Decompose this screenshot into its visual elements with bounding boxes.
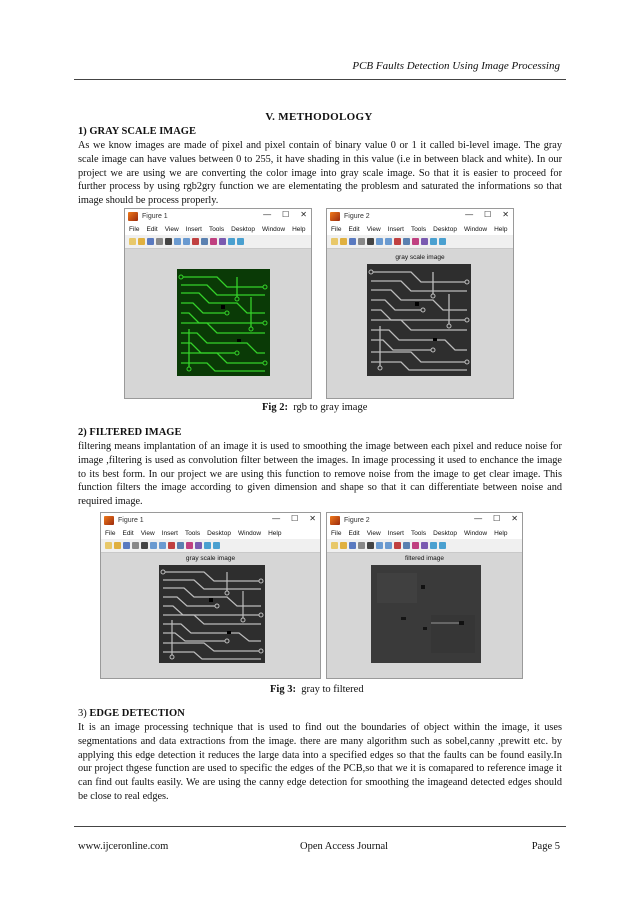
save-icon[interactable]: [349, 238, 356, 245]
brush-icon[interactable]: [421, 238, 428, 245]
save-icon[interactable]: [349, 542, 356, 549]
toolbar: [327, 539, 522, 553]
pcb-gray-image: [367, 264, 471, 376]
menu-bar: [327, 223, 513, 235]
footer-rule: [74, 826, 566, 827]
menu-file[interactable]: File: [331, 529, 342, 537]
menu-help[interactable]: Help: [494, 225, 508, 233]
zoom-out-icon[interactable]: [385, 542, 392, 549]
window-titlebar: [327, 209, 513, 223]
window-titlebar: [101, 513, 320, 527]
legend-icon[interactable]: [213, 542, 220, 549]
filtered-image: [371, 565, 481, 663]
zoom-out-icon[interactable]: [159, 542, 166, 549]
menu-file[interactable]: File: [105, 529, 116, 537]
figure-window-1: [100, 512, 321, 679]
plot-image-gray: [367, 264, 471, 376]
plot-image-gray: [159, 565, 265, 663]
close-icon[interactable]: ✕: [511, 514, 518, 523]
figure-caption-3: [270, 684, 364, 695]
window-titlebar: [125, 209, 311, 223]
zoom-out-icon[interactable]: [385, 238, 392, 245]
legend-icon[interactable]: [439, 542, 446, 549]
menu-help[interactable]: Help: [268, 529, 282, 537]
rotate-icon[interactable]: [394, 238, 401, 245]
menu-view[interactable]: View: [366, 529, 381, 537]
section-title: V. METHODOLOGY: [265, 111, 373, 123]
menu-insert[interactable]: Insert: [387, 225, 404, 233]
zoom-out-icon[interactable]: [183, 238, 190, 245]
pointer-icon[interactable]: [141, 542, 148, 549]
menu-help[interactable]: Help: [494, 529, 508, 537]
menu-file[interactable]: File: [331, 225, 342, 233]
maximize-icon[interactable]: ☐: [484, 210, 492, 219]
open-icon[interactable]: [114, 542, 121, 549]
subsection-heading-gray-scale: 1) GRAY SCALE IMAGE: [78, 126, 196, 137]
menu-tools[interactable]: Tools: [184, 529, 201, 537]
figure-caption-text: gray to filtered: [301, 684, 364, 695]
menu-desktop[interactable]: Desktop: [231, 225, 255, 233]
zoom-in-icon[interactable]: [150, 542, 157, 549]
legend-icon[interactable]: [237, 238, 244, 245]
pan-icon[interactable]: [403, 238, 410, 245]
window-title: Figure 1: [142, 212, 168, 220]
plot-title: gray scale image: [185, 555, 236, 562]
close-icon[interactable]: ✕: [300, 210, 307, 219]
figure-window-2: [326, 208, 514, 399]
running-header: PCB Faults Detection Using Image Processing: [352, 60, 560, 72]
pcb-gray-image: [159, 565, 265, 663]
print-icon[interactable]: [358, 542, 365, 549]
menu-bar: [101, 527, 320, 539]
brush-icon[interactable]: [421, 542, 428, 549]
heading-number: 3): [78, 708, 87, 719]
new-icon[interactable]: [331, 542, 338, 549]
footer-url: www.ijceronline.com: [78, 841, 169, 852]
subsection-heading-filtered: 2) FILTERED IMAGE: [78, 427, 182, 438]
figure-label: Fig 2:: [262, 402, 288, 413]
menu-edit[interactable]: Edit: [146, 225, 158, 233]
menu-edit[interactable]: Edit: [122, 529, 134, 537]
rotate-icon[interactable]: [394, 542, 401, 549]
page-number: Page 5: [531, 841, 560, 852]
zoom-in-icon[interactable]: [376, 542, 383, 549]
pan-icon[interactable]: [177, 542, 184, 549]
save-icon[interactable]: [147, 238, 154, 245]
minimize-icon[interactable]: —: [263, 210, 272, 219]
menu-desktop[interactable]: Desktop: [433, 529, 457, 537]
menu-view[interactable]: View: [164, 225, 179, 233]
maximize-icon[interactable]: ☐: [291, 514, 299, 523]
header-rule: [74, 79, 566, 80]
minimize-icon[interactable]: —: [465, 210, 474, 219]
menu-desktop[interactable]: Desktop: [207, 529, 231, 537]
datacursor-icon[interactable]: [412, 238, 419, 245]
menu-view[interactable]: View: [366, 225, 381, 233]
colorbar-icon[interactable]: [204, 542, 211, 549]
zoom-in-icon[interactable]: [174, 238, 181, 245]
menu-help[interactable]: Help: [292, 225, 306, 233]
menu-window[interactable]: Window: [463, 225, 488, 233]
pan-icon[interactable]: [201, 238, 208, 245]
new-icon[interactable]: [105, 542, 112, 549]
pan-icon[interactable]: [403, 542, 410, 549]
figure-window-2: [326, 512, 523, 679]
menu-window[interactable]: Window: [237, 529, 262, 537]
menu-insert[interactable]: Insert: [185, 225, 202, 233]
menu-tools[interactable]: Tools: [410, 529, 427, 537]
open-icon[interactable]: [340, 238, 347, 245]
footer-journal: Open Access Journal: [300, 841, 389, 852]
colorbar-icon[interactable]: [430, 542, 437, 549]
menu-insert[interactable]: Insert: [161, 529, 178, 537]
menu-tools[interactable]: Tools: [410, 225, 427, 233]
open-icon[interactable]: [340, 542, 347, 549]
close-icon[interactable]: ✕: [502, 210, 509, 219]
rotate-icon[interactable]: [168, 542, 175, 549]
zoom-in-icon[interactable]: [376, 238, 383, 245]
minimize-icon[interactable]: —: [474, 514, 483, 523]
window-title: Figure 1: [118, 516, 144, 524]
print-icon[interactable]: [156, 238, 163, 245]
menu-file[interactable]: File: [129, 225, 140, 233]
brush-icon[interactable]: [219, 238, 226, 245]
matlab-logo-icon: [330, 516, 340, 525]
print-icon[interactable]: [132, 542, 139, 549]
window-titlebar: [327, 513, 522, 527]
pointer-icon[interactable]: [367, 238, 374, 245]
plot-image-filtered: [371, 565, 481, 663]
matlab-logo-icon: [330, 212, 340, 221]
toolbar: [125, 235, 311, 249]
figure-window-1: [124, 208, 312, 399]
toolbar: [101, 539, 320, 553]
datacursor-icon[interactable]: [186, 542, 193, 549]
new-icon[interactable]: [331, 238, 338, 245]
window-title: Figure 2: [344, 516, 370, 524]
menu-tools[interactable]: Tools: [208, 225, 225, 233]
menu-window[interactable]: Window: [463, 529, 488, 537]
menu-bar: [327, 527, 522, 539]
window-title: Figure 2: [344, 212, 370, 220]
paragraph-filtered: filtering means implantation of an image it is used to smoothing the image between each pixel and reduce noise for image ,filtering is used as convolution filter between the images. In image processing it used to enchance the image to its best form. In our project we are using this function to remove noise from the image to get clear image. This function filters the image according to given dimension and shape so that it can differentiate between noise and required image.: [78, 441, 562, 508]
subsection-heading-edge-detection: [78, 708, 185, 719]
pcb-green-image: [177, 269, 270, 376]
minimize-icon[interactable]: —: [272, 514, 281, 523]
brush-icon[interactable]: [195, 542, 202, 549]
datacursor-icon[interactable]: [412, 542, 419, 549]
plot-image-rgb: [177, 269, 270, 376]
menu-desktop[interactable]: Desktop: [433, 225, 457, 233]
matlab-logo-icon: [104, 516, 114, 525]
menu-edit[interactable]: Edit: [348, 225, 360, 233]
datacursor-icon[interactable]: [210, 238, 217, 245]
figure-caption-2: [262, 402, 367, 413]
pointer-icon[interactable]: [165, 238, 172, 245]
menu-insert[interactable]: Insert: [387, 529, 404, 537]
figure-caption-text: rgb to gray image: [293, 402, 368, 413]
maximize-icon[interactable]: ☐: [493, 514, 501, 523]
menu-window[interactable]: Window: [261, 225, 286, 233]
print-icon[interactable]: [358, 238, 365, 245]
new-icon[interactable]: [129, 238, 136, 245]
heading-text: EDGE DETECTION: [89, 708, 185, 719]
toolbar: [327, 235, 513, 249]
rotate-icon[interactable]: [192, 238, 199, 245]
menu-edit[interactable]: Edit: [348, 529, 360, 537]
plot-title: filtered image: [404, 555, 445, 562]
legend-icon[interactable]: [439, 238, 446, 245]
pointer-icon[interactable]: [367, 542, 374, 549]
maximize-icon[interactable]: ☐: [282, 210, 290, 219]
colorbar-icon[interactable]: [228, 238, 235, 245]
open-icon[interactable]: [138, 238, 145, 245]
colorbar-icon[interactable]: [430, 238, 437, 245]
figure-label: Fig 3:: [270, 684, 296, 695]
save-icon[interactable]: [123, 542, 130, 549]
menu-view[interactable]: View: [140, 529, 155, 537]
paragraph-gray-scale: As we know images are made of pixel and pixel contain of binary value 0 or 1 it called bi-level image. The gray scale image can have values between 0 to 255, it have shading in this value (i.e in between black and white). In our project we are using we are converting the color image into gray scale image. So that it is easier to proceed for further process by using rgb2gry function we are elementating the problesm and saturated the informations so that image should be process properly.: [78, 140, 562, 207]
plot-title: gray scale image: [395, 254, 445, 261]
paragraph-edge-detection: It is an image processing technique that is used to find out the boundaries of object within the image, it uses segmentations and data extractions from the image. there are many algorithm such as sobel,canny ,prewitt etc. by applying this edge detection it reduces the large data into a specified edges so that the faults can be found easily.In our project thgese function are used to specific the edges of the PCB,so that we it is comapared to reference image it can find out faults easily. We are using the canny edge detection for smoothing the imageand detected edges should be close to real edges.: [78, 722, 562, 802]
menu-bar: [125, 223, 311, 235]
close-icon[interactable]: ✕: [309, 514, 316, 523]
matlab-logo-icon: [128, 212, 138, 221]
